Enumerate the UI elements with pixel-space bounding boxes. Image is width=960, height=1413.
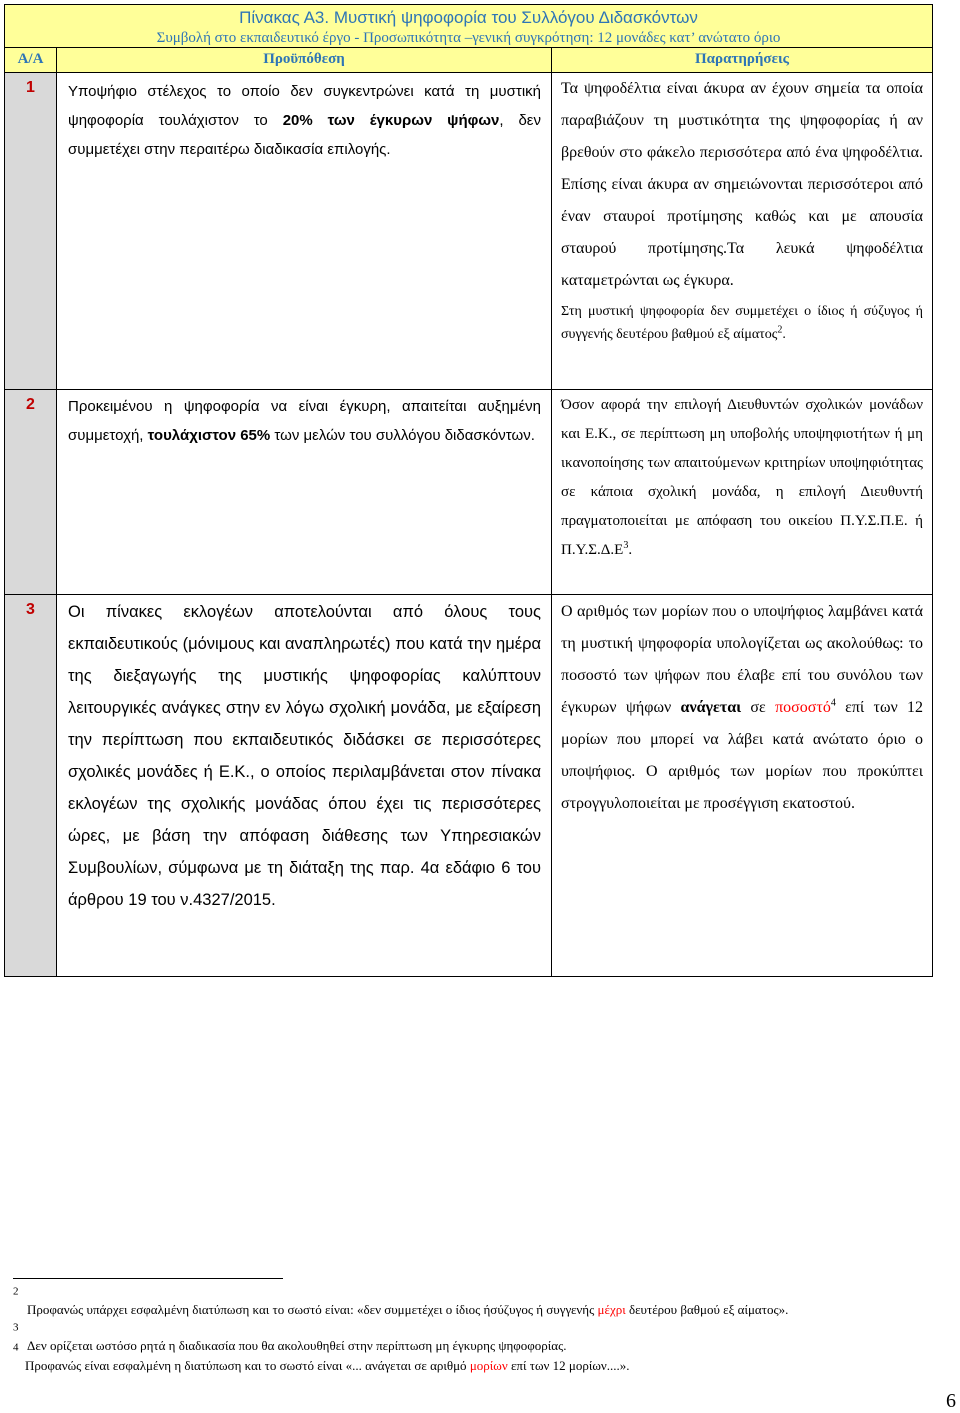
remarks-cell [552, 390, 933, 595]
footnote-text: Προφανώς υπάρχει εσφαλμένη διατύπωση και το σωστό είναι: «δεν συμμετέχει ο ίδιος ήσύζυγος ή συγγενής [27, 1302, 598, 1317]
title-row [5, 5, 933, 48]
condition-text: Οι πίνακες εκλογέων αποτελούνται από όλους τους εκπαιδευτικούς (μόνιμους και αναπληρωτές) που κατά την ημέρα της διεξαγωγής της μυστικής ψηφοφορίας καλύπτουν λειτουργικές ανάγκες στην εν λόγω σχολική μονάδα, με εξαίρεση την περίπτωση που εκπαιδευτικός διδάσκει σε περισσότερες σχολικές μονάδες ή Ε.Κ., ο οποίος περιλαμβάνεται στον πίνακα εκλογέων της σχολικής μονάδας όπου έχει τις περισσότερες ώρες, με βάση την απόφαση διάθεσης των Υπηρεσιακών Συμβουλίων, σύμφωνα με τη διάταξη της παρ. 4α εδάφιο 6 του άρθρου 19 του ν.4327/2015. [68, 603, 541, 909]
table-row [5, 390, 933, 595]
remarks-cell [552, 595, 933, 977]
remarks-bold-text: ανάγεται [680, 699, 742, 716]
condition-text: Υποψήφιο στέλεχος το οποίο δεν συγκεντρώνει κατά τη μυστική ψηφοφορία τουλάχιστον το [68, 83, 541, 129]
condition-bold-text: τουλάχιστον 65% [147, 427, 271, 444]
remarks-text: Τα ψηφοδέλτια είναι άκυρα αν έχουν σημεία τα οποία παραβιάζουν τη μυστικότητα της ψηφοφορίας ή αν βρεθούν στο φάκελο περισσότερα από ένα ψηφοδέλτια. Επίσης είναι άκυρα αν σημειώνονται περισσότεροι από έναν σταυροί προτίμησης καθώς και με απουσία σταυρού προτίμησης.Τα λευκά ψηφοδέλτια καταμετρώνται ως έγκυρα. [561, 80, 924, 289]
footnote-number: 2 [13, 1285, 19, 1298]
page-number: 6 [946, 1390, 956, 1412]
header-aa: Α/Α [5, 48, 57, 73]
row-number-cell [5, 595, 57, 977]
footnote-separator [13, 1278, 283, 1279]
row-number: 2 [26, 396, 35, 413]
footnote-ref-4[interactable]: 4 [830, 697, 836, 709]
footnote-number: 4 [13, 1341, 19, 1354]
remarks-note [561, 297, 923, 348]
footnote-text-end: δευτέρου βαθμού εξ αίματος». [625, 1302, 789, 1317]
remarks-note-text: Στη μυστική ψηφοφορία δεν συμμετέχει ο ίδιος ή σύζυγος ή συγγενής δευτέρου βαθμού εξ αίματος [561, 304, 924, 342]
footnote-text: Δεν ορίζεται ωστόσο ρητά η διαδικασία που θα ακολουθηθεί στην περίπτωση μη έγκυρης ψηφοφορίας. [27, 1338, 567, 1353]
footnote-number: 3 [13, 1321, 19, 1334]
remarks-text: Ο αριθμός των μορίων που ο υποψήφιος λαμβάνει κατά τη μυστική ψηφοφορία υπολογίζεται ως ακολούθως: το ποσοστό των ψήφων που έλαβε επί του συνόλου των έγκυρων ψήφων [561, 603, 924, 716]
row-number: 1 [26, 79, 35, 96]
remarks-red-text: ποσοστό [775, 699, 831, 716]
remarks-cell [552, 73, 933, 390]
condition-text: Προκειμένου η ψηφοφορία να είναι έγκυρη, απαιτείται αυξημένη συμμετοχή, [68, 398, 541, 444]
footnote-2 [13, 1285, 789, 1318]
table-row [5, 595, 933, 977]
remarks-text-end: επί των 12 μορίων που μπορεί να λάβει κατά ανώτατο όριο ο υποψήφιος. Ο αριθμός των μορίων που προκύπτει στρογγυλοποιείται με προσέγγιση εκατοστού. [561, 699, 924, 812]
row-number-cell [5, 390, 57, 595]
condition-cell [57, 595, 552, 977]
footnote-4 [13, 1341, 630, 1374]
footnote-ref-2[interactable]: 2 [777, 324, 783, 336]
footnote-text-end: επί των 12 μορίων....». [507, 1358, 630, 1373]
condition-text-end: των μελών του συλλόγου διδασκόντων. [270, 427, 535, 444]
condition-cell [57, 73, 552, 390]
row-number-cell [5, 73, 57, 390]
remarks-text-mid: σε [741, 699, 776, 716]
footnote-text: Προφανώς είναι εσφαλμένη η διατύπωση και το σωστό είναι «... ανάγεται σε αριθμό [25, 1358, 470, 1373]
footnote-red-text: μέχρι [597, 1302, 626, 1317]
table-subtitle: Συμβολή στο εκπαιδευτικό έργο - Προσωπικότητα –γενική συγκρότηση: 12 μονάδες κατ’ ανώτατο όριο [156, 30, 781, 46]
condition-cell [57, 390, 552, 595]
condition-bold-text: 20% των έγκυρων ψήφων [282, 112, 500, 129]
criteria-table [4, 4, 933, 977]
header-condition: Προϋπόθεση [57, 48, 552, 73]
remarks-text-end: . [628, 542, 633, 558]
remarks-text: Όσον αφορά την επιλογή Διευθυντών σχολικών μονάδων και Ε.Κ., σε περίπτωση μη υποβολής υποψηφιοτήτων ή μη ικανοποίησης των απαιτούμενων κριτηρίων υποψηφιότητας σε κάποια σχολική μονάδα, η επιλογή Διευθυντή πραγματοποιείται με απόφαση του οικείου Π.Υ.Σ.Π.Ε. ή Π.Υ.Σ.Δ.Ε [561, 397, 924, 558]
table-row [5, 73, 933, 390]
row-number: 3 [26, 601, 35, 618]
header-row [5, 48, 933, 73]
table-title: Πίνακας Α3. Μυστική ψηφοφορία του Συλλόγου Διδασκόντων [239, 8, 698, 27]
footnote-ref-3[interactable]: 3 [623, 540, 629, 551]
footnote-red-text: μορίων [469, 1358, 508, 1373]
remarks-note-end: . [782, 327, 786, 342]
condition-text-end: , δεν συμμετέχει στην περαιτέρω διαδικασία επιλογής. [68, 112, 541, 158]
header-remarks: Παρατηρήσεις [552, 48, 933, 73]
